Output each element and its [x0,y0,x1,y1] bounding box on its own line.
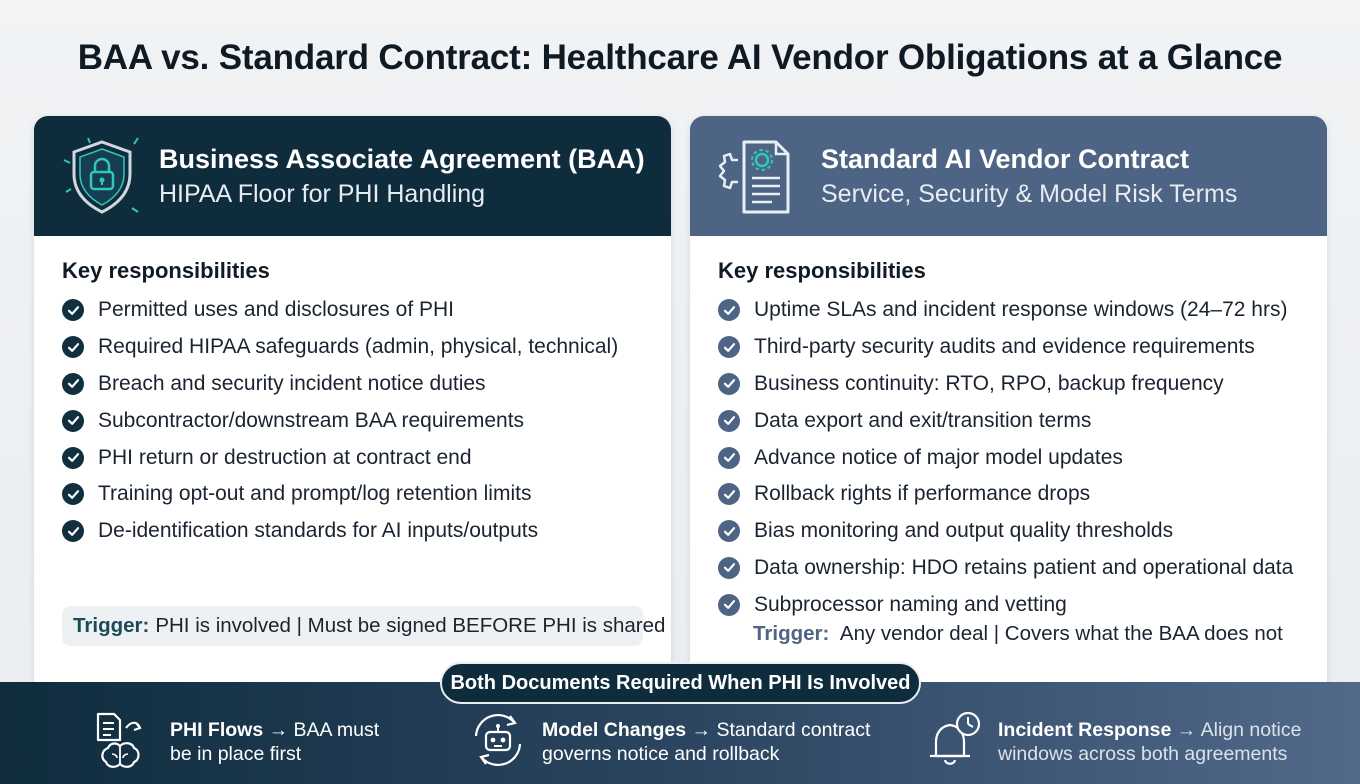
baa-item-text: Training opt-out and prompt/log retention limits [98,482,532,506]
check-circle-icon [718,299,740,321]
contract-card [690,116,1327,696]
check-circle-icon [62,373,84,395]
contract-trigger [753,622,1283,646]
contract-item-text: Bias monitoring and output quality thresholds [754,519,1174,543]
check-circle-icon [62,336,84,358]
contract-list-item [718,476,1293,513]
baa-item-text: De-identification standards for AI inputs/outputs [98,519,539,543]
contract-item-text: Data export and exit/transition terms [754,408,1092,432]
check-circle-icon [718,594,740,616]
shield-lock-icon [58,134,146,218]
contract-list-item [718,513,1293,550]
baa-list-item [62,292,618,329]
flow-incident-rest: → Align notice [1171,719,1302,741]
baa-list-item [62,329,618,366]
baa-list-item [62,439,618,476]
contract-list-item [718,439,1293,476]
check-circle-icon [62,483,84,505]
check-circle-icon [718,336,740,358]
document-brain-icon [92,710,152,770]
check-circle-icon [718,373,740,395]
check-circle-icon [62,520,84,542]
contract-list-item [718,550,1293,587]
baa-trigger-label: Trigger: [73,614,150,637]
flow-model-line2: governs notice and rollback [542,743,780,765]
robot-cycle-icon [468,710,528,770]
flow-phi-line2: be in place first [170,743,302,765]
baa-section-heading: Key responsibilities [62,258,270,283]
contract-section-heading: Key responsibilities [718,258,926,283]
contract-trigger-label: Trigger: [753,622,830,645]
check-circle-icon [718,557,740,579]
flow-incident-line2: windows across both agreements [998,743,1288,765]
check-circle-icon [718,483,740,505]
document-gear-icon [714,134,802,218]
contract-responsibility-list [718,292,1293,623]
contract-item-text: Third-party security audits and evidence requirements [754,335,1255,359]
contract-item-text: Rollback rights if performance drops [754,482,1091,506]
baa-item-text: Permitted uses and disclosures of PHI [98,298,454,322]
baa-subtitle: HIPAA Floor for PHI Handling [159,180,486,208]
contract-item-text: Advance notice of major model updates [754,445,1123,469]
baa-item-text: Required HIPAA safeguards (admin, physical, technical) [98,335,619,359]
contract-list-item [718,402,1293,439]
contract-item-text: Uptime SLAs and incident response windows (24–72 hrs) [754,298,1288,322]
contract-list-item [718,586,1293,623]
check-circle-icon [718,520,740,542]
page-title: BAA vs. Standard Contract: Healthcare AI Vendor Obligations at a Glance [77,38,1283,77]
contract-title: Standard AI Vendor Contract [821,144,1190,174]
flow-model-label: Model Changes [542,719,687,741]
contract-subtitle: Service, Security & Model Risk Terms [821,180,1238,208]
flow-phi-label: PHI Flows [170,719,264,741]
contract-item-text: Business continuity: RTO, RPO, backup frequency [754,371,1224,395]
contract-trigger-text: Any vendor deal | Covers what the BAA does not [839,622,1283,645]
flow-incident [998,718,1328,766]
contract-list-item [718,329,1293,366]
contract-list-item [718,292,1293,329]
baa-responsibility-list [62,292,618,550]
baa-list-item [62,513,618,550]
check-circle-icon [62,299,84,321]
baa-trigger-box [62,606,666,646]
check-circle-icon [718,410,740,432]
baa-item-text: Subcontractor/downstream BAA requirements [98,408,525,432]
baa-list-item [62,402,618,439]
baa-list-item [62,366,618,403]
contract-item-text: Data ownership: HDO retains patient and operational data [754,555,1294,579]
baa-item-text: PHI return or destruction at contract end [98,445,472,469]
both-required-pill: Both Documents Required When PHI Is Involved [440,662,921,704]
flow-model [542,718,872,766]
check-circle-icon [62,447,84,469]
flow-incident-label: Incident Response [998,719,1172,741]
contract-list-item [718,366,1293,403]
flow-phi-rest: → BAA must [263,719,380,741]
baa-list-item [62,476,618,513]
baa-card-header [34,116,671,236]
flow-model-rest: → Standard contract [686,719,871,741]
check-circle-icon [718,447,740,469]
baa-item-text: Breach and security incident notice duties [98,371,486,395]
contract-card-header [690,116,1327,236]
baa-title: Business Associate Agreement (BAA) [159,144,645,174]
baa-card [34,116,671,696]
bell-clock-icon [924,710,984,770]
contract-item-text: Subprocessor naming and vetting [754,592,1067,616]
check-circle-icon [62,410,84,432]
baa-trigger-text: PHI is involved | Must be signed BEFORE PHI is shared [155,614,666,637]
flow-phi [170,718,500,766]
